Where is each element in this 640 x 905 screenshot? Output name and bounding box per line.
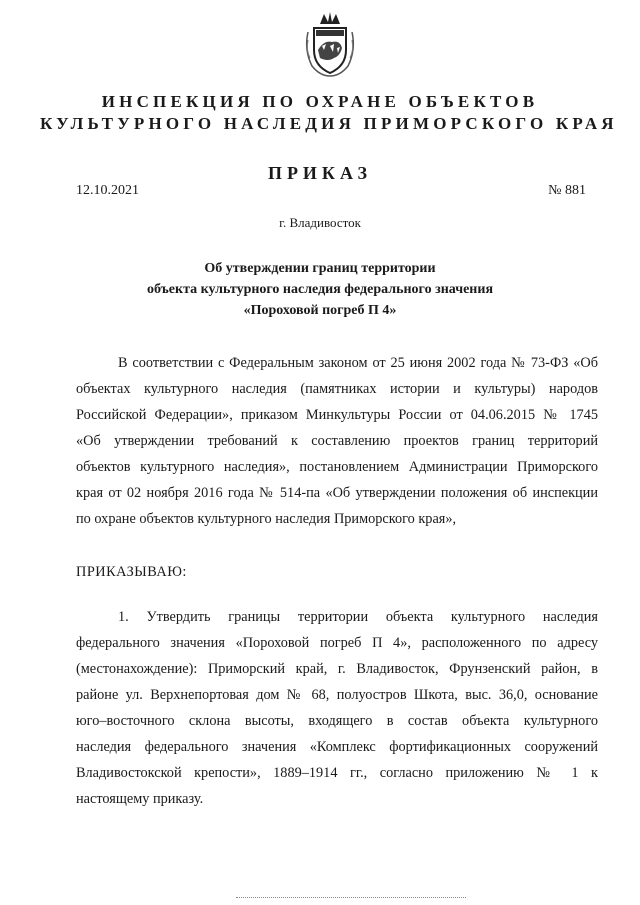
item1-line-6: наследия федерального значения «Комплекс фортификационных сооружений	[76, 739, 598, 755]
order-word: ПРИКАЗЫВАЮ:	[76, 564, 187, 580]
preamble-line-2: объектах культурного наследия (памятниках истории и культуры) народов	[76, 381, 598, 397]
document-city: г. Владивосток	[279, 215, 361, 230]
item1-line-5: юго–восточного склона высоты, входящего в состав объекта культурного	[76, 713, 598, 729]
bottom-rule	[236, 897, 466, 898]
preamble-line-1: В соответствии с Федеральным законом от 25 июня 2002 года № 73-ФЗ «Об	[118, 355, 598, 371]
document-date: 12.10.2021	[76, 183, 139, 198]
preamble-line-3: Российской Федерации», приказом Минкультуры России от 04.06.2015 № 1745	[76, 407, 598, 423]
preamble-line-6: края от 02 ноября 2016 года № 514-па «Об утверждении положения об инспекции	[76, 485, 598, 501]
item1-line-2: федерального значения «Пороховой погреб П 4», расположенного по адресу	[76, 635, 598, 651]
preamble-line-4: «Об утверждении требований к составлению проектов границ территорий	[76, 433, 598, 449]
item1-line-3: (местонахождение): Приморский край, г. Владивосток, Фрунзенский район, в	[76, 661, 598, 677]
document-title	[40, 258, 600, 321]
document-number: № 881	[548, 183, 586, 198]
item1-line-8: настоящему приказу.	[76, 791, 204, 807]
org-name-line-1: ИНСПЕКЦИЯ ПО ОХРАНЕ ОБЪЕКТОВ	[101, 92, 539, 111]
item1-line-4: районе ул. Верхнепортовая дом № 68, полуостров Шкота, выс. 36,0, основание	[76, 687, 598, 703]
preamble-line-7: по охране объектов культурного наследия Приморского края»,	[76, 511, 457, 527]
title-line-1: Об утверждении границ территории	[204, 261, 436, 276]
preamble-line-5: объектов культурного наследия», постановлением Администрации Приморского	[76, 459, 598, 475]
title-line-3: «Пороховой погреб П 4»	[243, 303, 397, 318]
org-name-line-2: КУЛЬТУРНОГО НАСЛЕДИЯ ПРИМОРСКОГО КРАЯ	[40, 114, 618, 133]
document-type-heading: ПРИКАЗ	[267, 163, 373, 183]
item1-line-7: Владивостокской крепости», 1889–1914 гг., согласно приложению № 1 к	[76, 765, 598, 781]
item1-line-1: 1. Утвердить границы территории объекта культурного наследия	[118, 609, 598, 625]
coat-of-arms-icon	[300, 10, 360, 78]
title-line-2: объекта культурного наследия федерального значения	[146, 282, 494, 297]
